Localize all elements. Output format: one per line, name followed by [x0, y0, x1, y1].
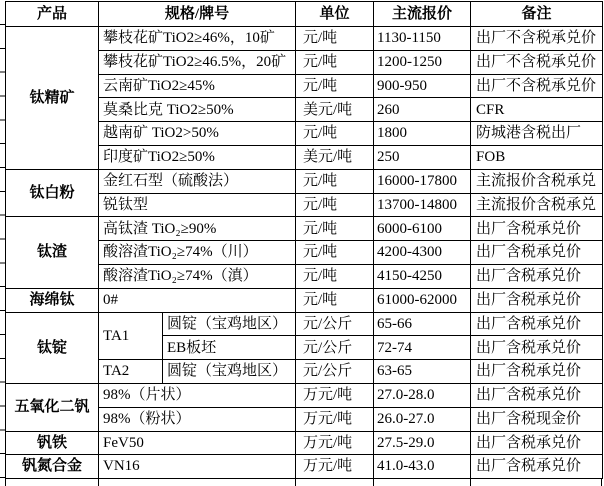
price-cell: 41.0-43.0 [374, 455, 471, 479]
header-row [6, 2, 603, 27]
unit-cell: 元/吨 [296, 50, 374, 74]
price-cell: 4200-4300 [374, 241, 471, 265]
spec-cell: 高钛渣 TiO₂≥90% [99, 217, 296, 241]
price-cell: 16000-17800 [374, 169, 471, 193]
note-cell: 出厂含税承兑价 [471, 288, 603, 312]
price-cell: 6000-6100 [374, 217, 471, 241]
price-cell: 1130-1150 [374, 27, 471, 51]
gridline-stub [470, 479, 471, 486]
note-cell: 出厂含税承兑价 [471, 241, 603, 265]
spec-cell: 酸溶渣TiO₂≥74%（滇） [99, 264, 296, 288]
note-cell: 出厂不含税承兑价 [471, 74, 603, 98]
note-cell: 出厂含税承兑价 [471, 455, 603, 479]
note-cell: 出厂含税承兑价 [471, 383, 603, 407]
unit-cell: 元/吨 [296, 74, 374, 98]
product-cell: 钛白粉 [6, 169, 99, 217]
product-cell: 海绵钛 [6, 288, 99, 312]
spec-cell: 98%（片状） [99, 383, 296, 407]
spec-cell: 攀枝花矿TiO2≥46.5%，20矿 [99, 50, 296, 74]
note-cell: 出厂含税承兑价 [471, 217, 603, 241]
spec-cell: 印度矿TiO2≥50% [99, 145, 296, 169]
note-cell: 出厂含税承兑价 [471, 360, 603, 384]
gridline-stub [295, 479, 296, 486]
unit-cell: 元/吨 [296, 288, 374, 312]
note-cell: 出厂含税现金价 [471, 407, 603, 431]
spec-cell: 圆锭（宝鸡地区） [163, 360, 296, 384]
table-row [6, 27, 603, 51]
spec-cell: 攀枝花矿TiO2≥46%，10矿 [99, 27, 296, 51]
product-cell: 钛精矿 [6, 27, 99, 170]
unit-cell: 美元/吨 [296, 98, 374, 122]
gridline-stub [98, 479, 99, 486]
note-cell: 出厂含税承兑价 [471, 312, 603, 336]
product-cell: 钛锭 [6, 312, 99, 383]
spec-cell: 金红石型（硫酸法） [99, 169, 296, 193]
unit-cell: 元/吨 [296, 193, 374, 217]
price-cell: 61000-62000 [374, 288, 471, 312]
unit-cell: 元/吨 [296, 264, 374, 288]
table-row [6, 383, 603, 407]
unit-cell: 万元/吨 [296, 407, 374, 431]
unit-cell: 元/公斤 [296, 312, 374, 336]
price-cell: 27.0-28.0 [374, 383, 471, 407]
product-cell: 钛渣 [6, 217, 99, 288]
spec-cell: 云南矿TiO2≥45% [99, 74, 296, 98]
note-cell: 出厂含税承兑价 [471, 336, 603, 360]
grade-cell: TA2 [99, 360, 163, 384]
spec-cell: FeV50 [99, 431, 296, 455]
header-product: 产品 [6, 2, 99, 27]
spec-cell: VN16 [99, 455, 296, 479]
price-cell: 72-74 [374, 336, 471, 360]
unit-cell: 元/吨 [296, 27, 374, 51]
price-cell: 4150-4250 [374, 264, 471, 288]
price-cell: 1800 [374, 122, 471, 146]
unit-cell: 元/公斤 [296, 360, 374, 384]
price-cell: 27.5-29.0 [374, 431, 471, 455]
header-note: 备注 [471, 2, 603, 27]
unit-cell: 万元/吨 [296, 383, 374, 407]
note-cell: 出厂含税承兑价 [471, 431, 603, 455]
note-cell: 主流报价含税承兑 [471, 169, 603, 193]
gridline-stub [5, 479, 6, 486]
unit-cell: 元/吨 [296, 122, 374, 146]
price-cell: 63-65 [374, 360, 471, 384]
unit-cell: 元/公斤 [296, 336, 374, 360]
note-cell: 主流报价含税承兑 [471, 193, 603, 217]
gridline-stub [601, 479, 602, 486]
table-row [6, 455, 603, 479]
note-cell: 防城港含税出厂 [471, 122, 603, 146]
price-cell: 900-950 [374, 74, 471, 98]
unit-cell: 万元/吨 [296, 455, 374, 479]
price-cell: 13700-14800 [374, 193, 471, 217]
unit-cell: 元/吨 [296, 241, 374, 265]
table-row [6, 217, 603, 241]
header-price: 主流报价 [374, 2, 471, 27]
grade-cell: TA1 [99, 312, 163, 360]
table-row [6, 431, 603, 455]
unit-cell: 美元/吨 [296, 145, 374, 169]
note-cell: 出厂不含税承兑价 [471, 50, 603, 74]
spec-cell: 锐钛型 [99, 193, 296, 217]
table-row [6, 288, 603, 312]
header-unit: 单位 [296, 2, 374, 27]
note-cell: 出厂不含税承兑价 [471, 27, 603, 51]
header-spec: 规格/牌号 [99, 2, 296, 27]
price-cell: 260 [374, 98, 471, 122]
spec-cell: 越南矿 TiO2>50% [99, 122, 296, 146]
product-cell: 五氧化二钒 [6, 383, 99, 431]
spec-cell: 圆锭（宝鸡地区） [163, 312, 296, 336]
spec-cell: 酸溶渣TiO₂≥74%（川） [99, 241, 296, 265]
unit-cell: 元/吨 [296, 217, 374, 241]
price-cell: 26.0-27.0 [374, 407, 471, 431]
spec-cell: 0# [99, 288, 296, 312]
spec-cell: 98%（粉状） [99, 407, 296, 431]
spec-cell: 莫桑比克 TiO2≥50% [99, 98, 296, 122]
product-cell: 钒铁 [6, 431, 99, 455]
note-cell: 出厂含税承兑价 [471, 264, 603, 288]
note-cell: FOB [471, 145, 603, 169]
unit-cell: 万元/吨 [296, 431, 374, 455]
price-table [5, 1, 603, 479]
table-row [6, 312, 603, 336]
table-row [6, 169, 603, 193]
price-cell: 1200-1250 [374, 50, 471, 74]
spec-cell: EB板坯 [163, 336, 296, 360]
gridline-stub [373, 479, 374, 486]
price-cell: 250 [374, 145, 471, 169]
product-cell: 钒氮合金 [6, 455, 99, 479]
price-cell: 65-66 [374, 312, 471, 336]
unit-cell: 元/吨 [296, 169, 374, 193]
note-cell: CFR [471, 98, 603, 122]
